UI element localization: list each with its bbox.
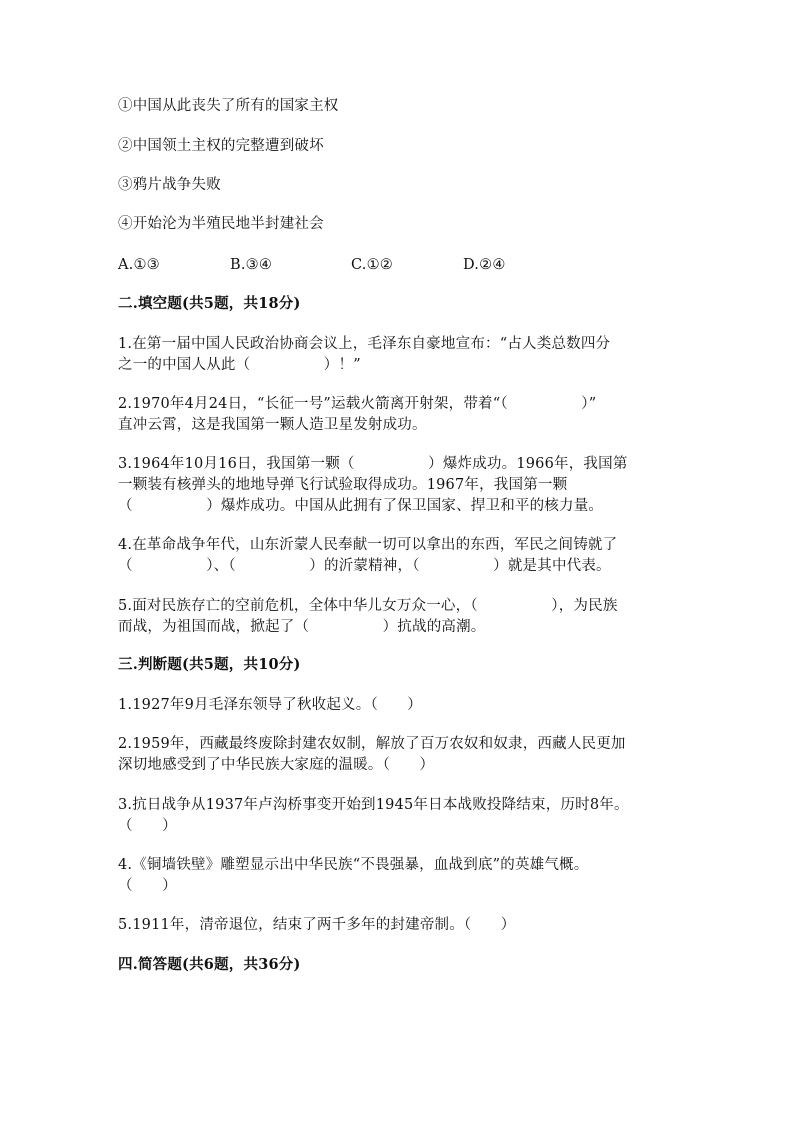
fill-q1-line2: 之一的中国人从此（ ）！”: [118, 357, 361, 373]
statement-3: ③鸦片战争失败: [118, 177, 221, 193]
statement-4: ④开始沦为半殖民地半封建社会: [118, 216, 324, 232]
fill-q1-line1: 1.在第一届中国人民政治协商会议上，毛泽东自豪地宣布：“占人类总数四分: [118, 336, 611, 352]
judge-q1: 1.1927年9月毛泽东领导了秋收起义。（ ）: [118, 697, 423, 713]
fill-q4-line1: 4.在革命战争年代，山东沂蒙人民奉献一切可以拿出的东西，军民之间铸就了: [118, 537, 618, 553]
choice-b: B.③④: [230, 257, 273, 273]
fill-section-heading: 二.填空题(共5题，共18分): [118, 295, 301, 312]
judge-q4-line1: 4.《铜墙铁壁》雕塑显示出中华民族“不畏强暴，血战到底”的英雄气概。: [118, 857, 589, 873]
fill-q3-line2: 一颗装有核弹头的地地导弹飞行试验取得成功。1967年，我国第一颗: [118, 477, 568, 493]
fill-q5-line1: 5.面对民族存亡的空前危机，全体中华儿女万众一心，（ ），为民族: [118, 598, 618, 614]
judge-q3-line2: （ ）: [118, 818, 177, 834]
choice-d: D.②④: [463, 257, 506, 273]
fill-q3-line1: 3.1964年10月16日，我国第一颗（ ）爆炸成功。1966年，我国第: [118, 456, 628, 472]
judge-q2-line2: 深切地感受到了中华民族大家庭的温暖。（ ）: [118, 757, 435, 773]
judge-section-heading: 三.判断题(共5题，共10分): [118, 656, 301, 673]
fill-q4-line2: （ ）、（ ）的沂蒙精神，（ ）就是其中代表。: [118, 558, 611, 574]
fill-q3-line3: （ ）爆炸成功。中国从此拥有了保卫国家、捍卫和平的核力量。: [118, 498, 604, 514]
fill-q2-line2: 直冲云霄，这是我国第一颗人造卫星发射成功。: [118, 417, 427, 433]
choice-c: C.①②: [351, 257, 393, 273]
judge-q4-line2: （ ）: [118, 878, 177, 894]
choice-a: A.①③: [118, 257, 160, 273]
statement-2: ②中国领土主权的完整遭到破坏: [118, 138, 324, 154]
fill-q2-line1: 2.1970年4月24日，“长征一号”运载火箭离开射架，带着“（ ）”: [118, 396, 597, 412]
judge-q2-line1: 2.1959年，西藏最终废除封建农奴制，解放了百万农奴和奴隶，西藏人民更加: [118, 736, 626, 752]
fill-q5-line2: 而战，为祖国而战，掀起了（ ）抗战的高潮。: [118, 619, 486, 635]
judge-q5: 5.1911年，清帝退位，结束了两千多年的封建帝制。（ ）: [118, 917, 516, 933]
judge-q3-line1: 3.抗日战争从1937年卢沟桥事变开始到1945年日本战败投降结束，历时8年。: [118, 797, 629, 813]
short-section-heading: 四.简答题(共6题，共36分): [118, 956, 301, 973]
statement-1: ①中国从此丧失了所有的国家主权: [118, 98, 339, 114]
